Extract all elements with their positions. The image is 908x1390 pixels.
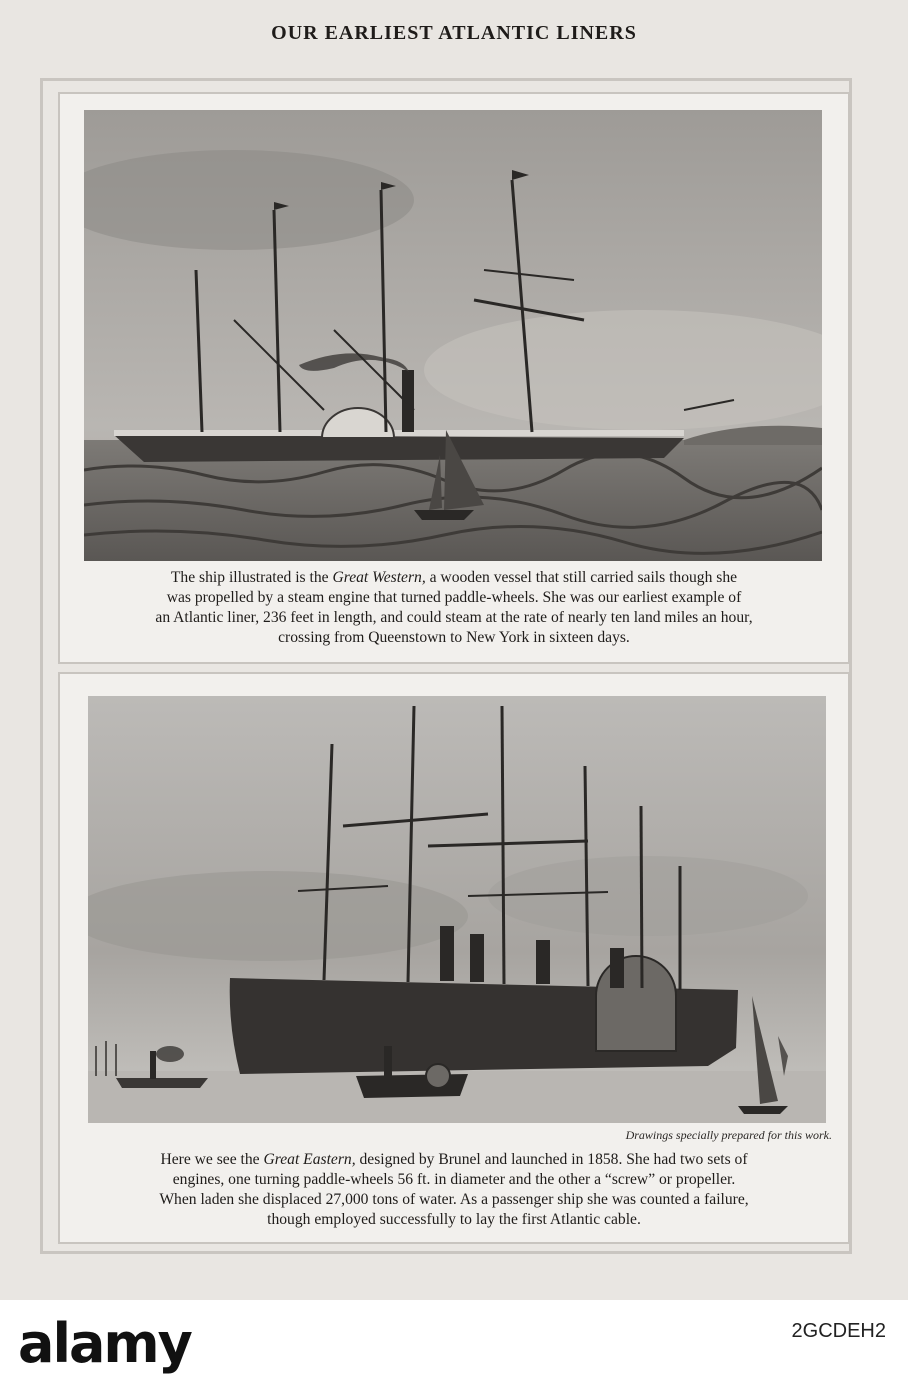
great-western-illustration <box>84 110 822 561</box>
caption-line <box>66 568 842 588</box>
caption-line: though employed successfully to lay the first Atlantic cable. <box>267 1211 641 1228</box>
ship-name: Great Eastern, <box>263 1151 356 1168</box>
caption-line: crossing from Queenstown to New York in sixteen days. <box>278 629 630 646</box>
drawing-credit: Drawings specially prepared for this work. <box>625 1128 832 1142</box>
great-eastern-illustration <box>88 696 826 1123</box>
ship-name: Great Western, <box>332 569 426 586</box>
caption-text: a wooden vessel that still carried sails though she <box>425 569 738 586</box>
caption-line: When laden she displaced 27,000 tons of water. As a passenger ship she was counted a failure, <box>159 1191 749 1208</box>
image-code: 2GCDEH2 <box>791 1320 886 1342</box>
page-title: OUR EARLIEST ATLANTIC LINERS <box>271 22 637 44</box>
caption-text: Here we see the <box>160 1151 264 1168</box>
caption-line: engines, one turning paddle-wheels 56 ft. in diameter and the other a “screw” or propeller. <box>172 1171 736 1188</box>
caption-text: designed by Brunel and launched in 1858. She had two sets of <box>355 1151 748 1168</box>
alamy-logo <box>18 1316 273 1376</box>
caption-great-eastern <box>66 1150 842 1230</box>
caption-line: an Atlantic liner, 236 feet in length, and could steam at the rate of nearly ten land miles an hour, <box>155 609 753 626</box>
caption-great-western <box>66 568 842 648</box>
caption-line: was propelled by a steam engine that turned paddle-wheels. She was our earliest example of <box>166 589 742 606</box>
svg-text:alamy: alamy <box>18 1316 191 1375</box>
caption-text: The ship illustrated is the <box>170 569 333 586</box>
caption-line <box>66 1150 842 1170</box>
